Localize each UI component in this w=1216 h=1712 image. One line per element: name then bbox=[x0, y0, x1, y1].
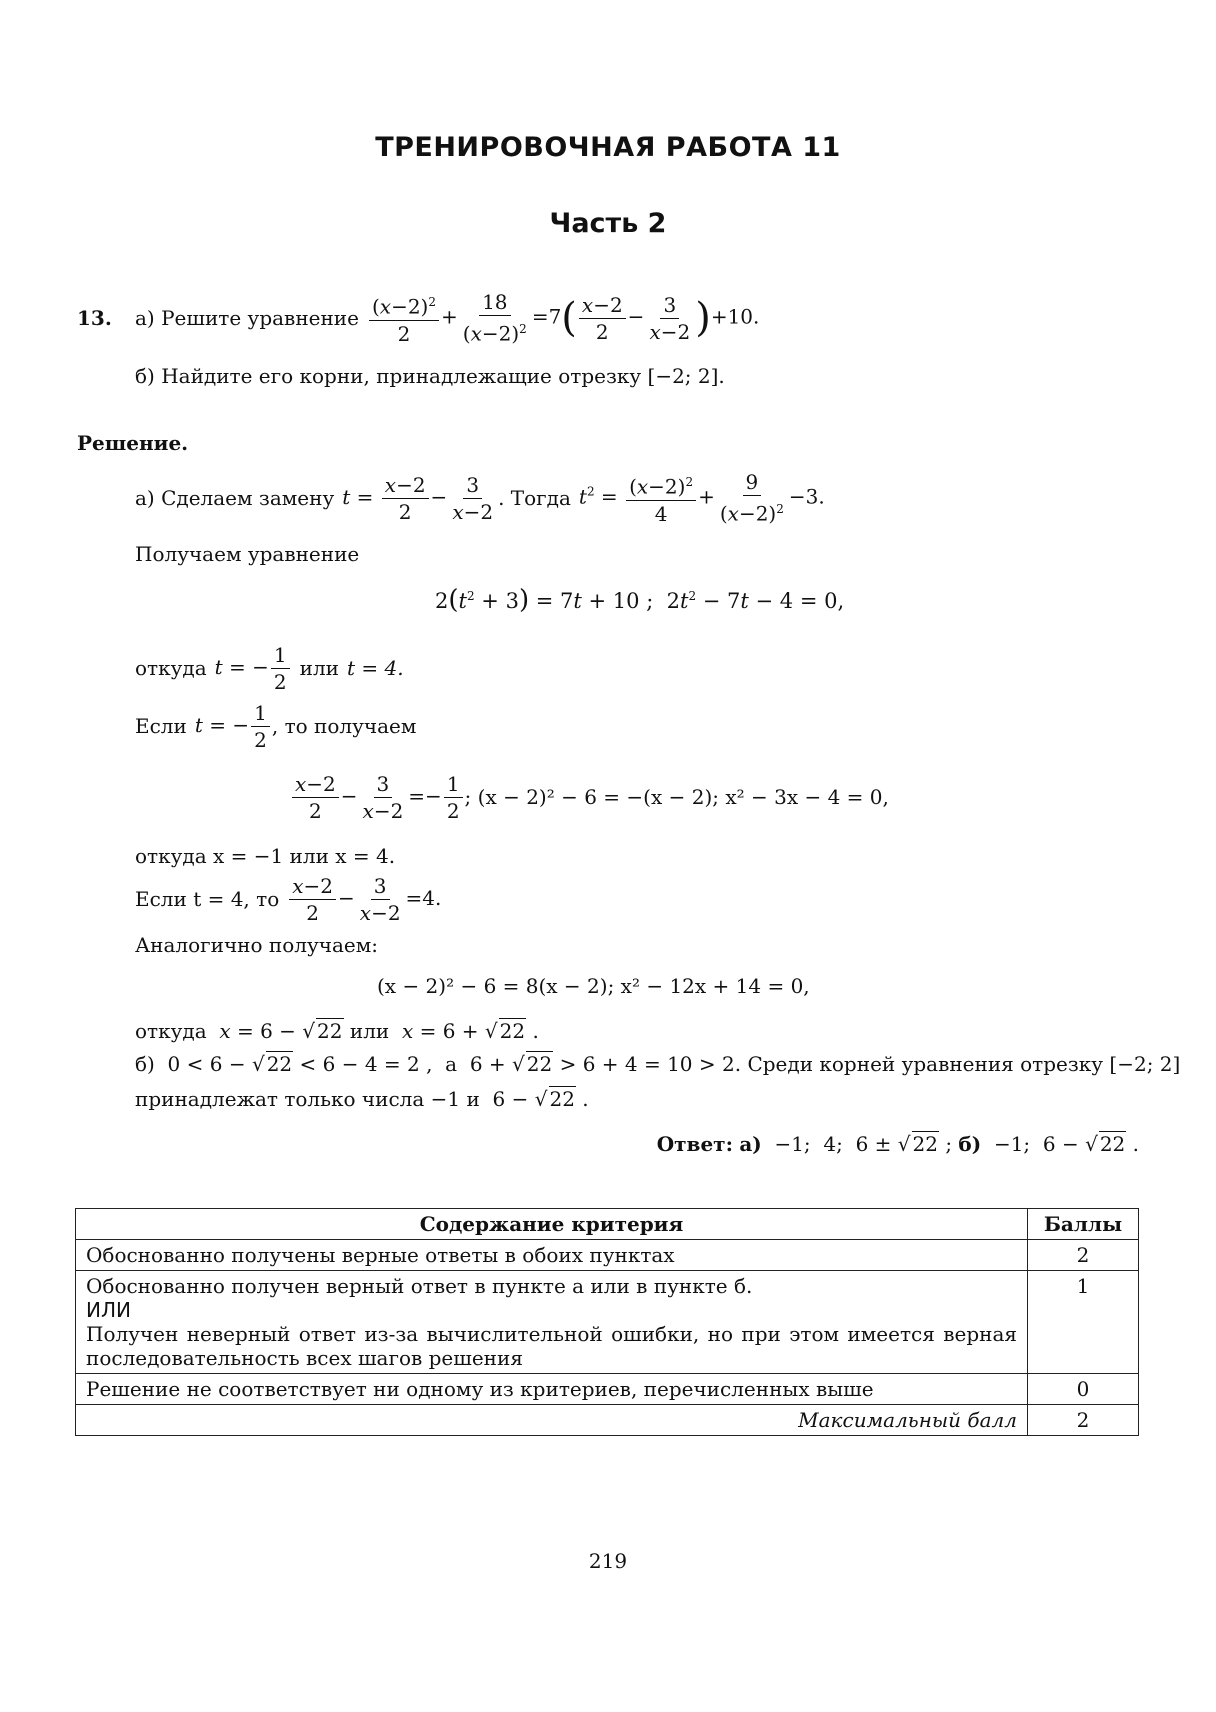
table-row-max bbox=[76, 1405, 1139, 1436]
criterion-line-2: Получен неверный ответ из-за вычислительной ошибки, но при этом имеется верная последовательность всех шагов решения bbox=[86, 1322, 1017, 1370]
substitution-formula: t = $\frac{x-2}{2}$ − $\frac{3}{x-2}$ bbox=[342, 472, 494, 524]
x-root-1: x = 6 − √ 22 bbox=[219, 1019, 343, 1043]
table-header-row bbox=[76, 1209, 1139, 1240]
header-content: Содержание критерия bbox=[76, 1209, 1028, 1240]
substitution-line bbox=[135, 463, 825, 533]
solution-heading: Решение. bbox=[77, 431, 189, 455]
quadratic-equation: $2(t^2 + 3) = 7t + 10$ ; $2t^2 - 7t - 4 = 0$, bbox=[435, 585, 845, 615]
criterion-score: 1 bbox=[1028, 1271, 1139, 1374]
header-score: Баллы bbox=[1028, 1209, 1139, 1240]
criterion-content bbox=[76, 1271, 1028, 1374]
part-b-root: 6 − √ 22 . bbox=[486, 1087, 589, 1111]
t-roots-line bbox=[135, 640, 404, 696]
problem-part-b: б) Найдите его корни, принадлежащие отрезку [−2; 2]. bbox=[135, 364, 725, 388]
whence-text: откуда bbox=[135, 656, 207, 680]
whence-text-2: откуда bbox=[135, 1019, 207, 1043]
roots-line-2 bbox=[135, 1018, 539, 1044]
criterion-line-1: Обоснованно получен верный ответ в пункте а или в пункте б. bbox=[86, 1274, 753, 1298]
problem-a-text: а) Решите уравнение bbox=[135, 306, 359, 330]
table-row bbox=[76, 1374, 1139, 1405]
equation-step1-tail: ; (x − 2)² − 6 = −(x − 2); x² − 3x − 4 = 0, bbox=[464, 785, 889, 809]
criterion-score: 2 bbox=[1028, 1240, 1139, 1271]
or-text: или bbox=[299, 656, 340, 680]
if-t4-line bbox=[135, 870, 441, 928]
if-t4-text: Если t = 4, то bbox=[135, 887, 280, 911]
table-row bbox=[76, 1271, 1139, 1374]
roots-line-1: откуда x = −1 или x = 4. bbox=[135, 844, 396, 868]
t-squared-formula: $t^2$ = $\frac{(x-2)^2}{4}$ + $\frac{9}{(x-2)^2}$ −3. bbox=[578, 470, 825, 526]
equation-step2: (x − 2)² − 6 = 8(x − 2); x² − 12x + 14 = 0, bbox=[377, 974, 810, 998]
criterion-or: ИЛИ bbox=[86, 1298, 131, 1322]
get-equation-text: Получаем уравнение bbox=[135, 542, 360, 566]
then-text: . Тогда bbox=[498, 486, 571, 510]
table-row bbox=[76, 1240, 1139, 1271]
max-score-label: Максимальный балл bbox=[76, 1405, 1028, 1436]
criterion-content: Решение не соответствует ни одному из критериев, перечисленных выше bbox=[76, 1374, 1028, 1405]
equation-step1-fractions: $\frac{x-2}{2}$ − $\frac{3}{x-2}$ =− $\frac{1}{2}$ bbox=[290, 772, 465, 823]
max-score-value: 2 bbox=[1028, 1405, 1139, 1436]
problem-part-a bbox=[135, 283, 759, 353]
or-text-2: или bbox=[349, 1019, 390, 1043]
if-t4-formula: $\frac{x-2}{2}$ − $\frac{3}{x-2}$ =4. bbox=[287, 874, 441, 925]
part-b-line1-tail: . Среди корней уравнения отрезку [−2; 2] bbox=[734, 1052, 1181, 1076]
t-neg-half: t = − $\frac{1}{2}$ bbox=[195, 701, 272, 752]
page-number: 219 bbox=[588, 1549, 628, 1573]
part-b-line-1 bbox=[135, 1051, 1180, 1077]
answer-line bbox=[657, 1131, 1139, 1157]
part-title: Часть 2 bbox=[549, 208, 667, 239]
if-t-half-line bbox=[135, 698, 416, 754]
substitution-text: а) Сделаем замену bbox=[135, 486, 335, 510]
problem-equation: $\frac{(x-2)^2}{2}$ + $\frac{18}{(x-2)^2}$ =7( $\frac{x-2}{2}$ − $\frac{3}{x-2}$ )+10. bbox=[367, 290, 759, 346]
problem-number: 13. bbox=[77, 306, 112, 330]
answer-value: а) −1; 4; 6 ± √ 22 ; б) −1; 6 − √ 22 . bbox=[739, 1132, 1139, 1156]
then-get-text: , то получаем bbox=[271, 714, 417, 738]
page-title: ТРЕНИРОВОЧНАЯ РАБОТА 11 bbox=[375, 132, 841, 163]
t-root-2: t = 4. bbox=[347, 656, 404, 680]
if-text: Если bbox=[135, 714, 187, 738]
answer-label: Ответ: bbox=[656, 1132, 733, 1156]
criteria-table bbox=[75, 1208, 1139, 1436]
criterion-content: Обоснованно получены верные ответы в обоих пунктах bbox=[76, 1240, 1028, 1271]
part-b-line2-head: принадлежат только числа −1 и bbox=[135, 1087, 480, 1111]
part-b-line-2 bbox=[135, 1086, 589, 1112]
x-root-2: x = 6 + √ 22 . bbox=[401, 1019, 539, 1043]
criterion-score: 0 bbox=[1028, 1374, 1139, 1405]
t-root-1: t = − $\frac{1}{2}$ bbox=[215, 643, 292, 694]
part-b-inequality: б) 0 < 6 − √ 22 < 6 − 4 = 2 , а 6 + √ 22 > 6 + 4 = 10 > 2 bbox=[135, 1052, 735, 1076]
similarly-text: Аналогично получаем: bbox=[135, 933, 379, 957]
equation-step1 bbox=[290, 768, 889, 826]
